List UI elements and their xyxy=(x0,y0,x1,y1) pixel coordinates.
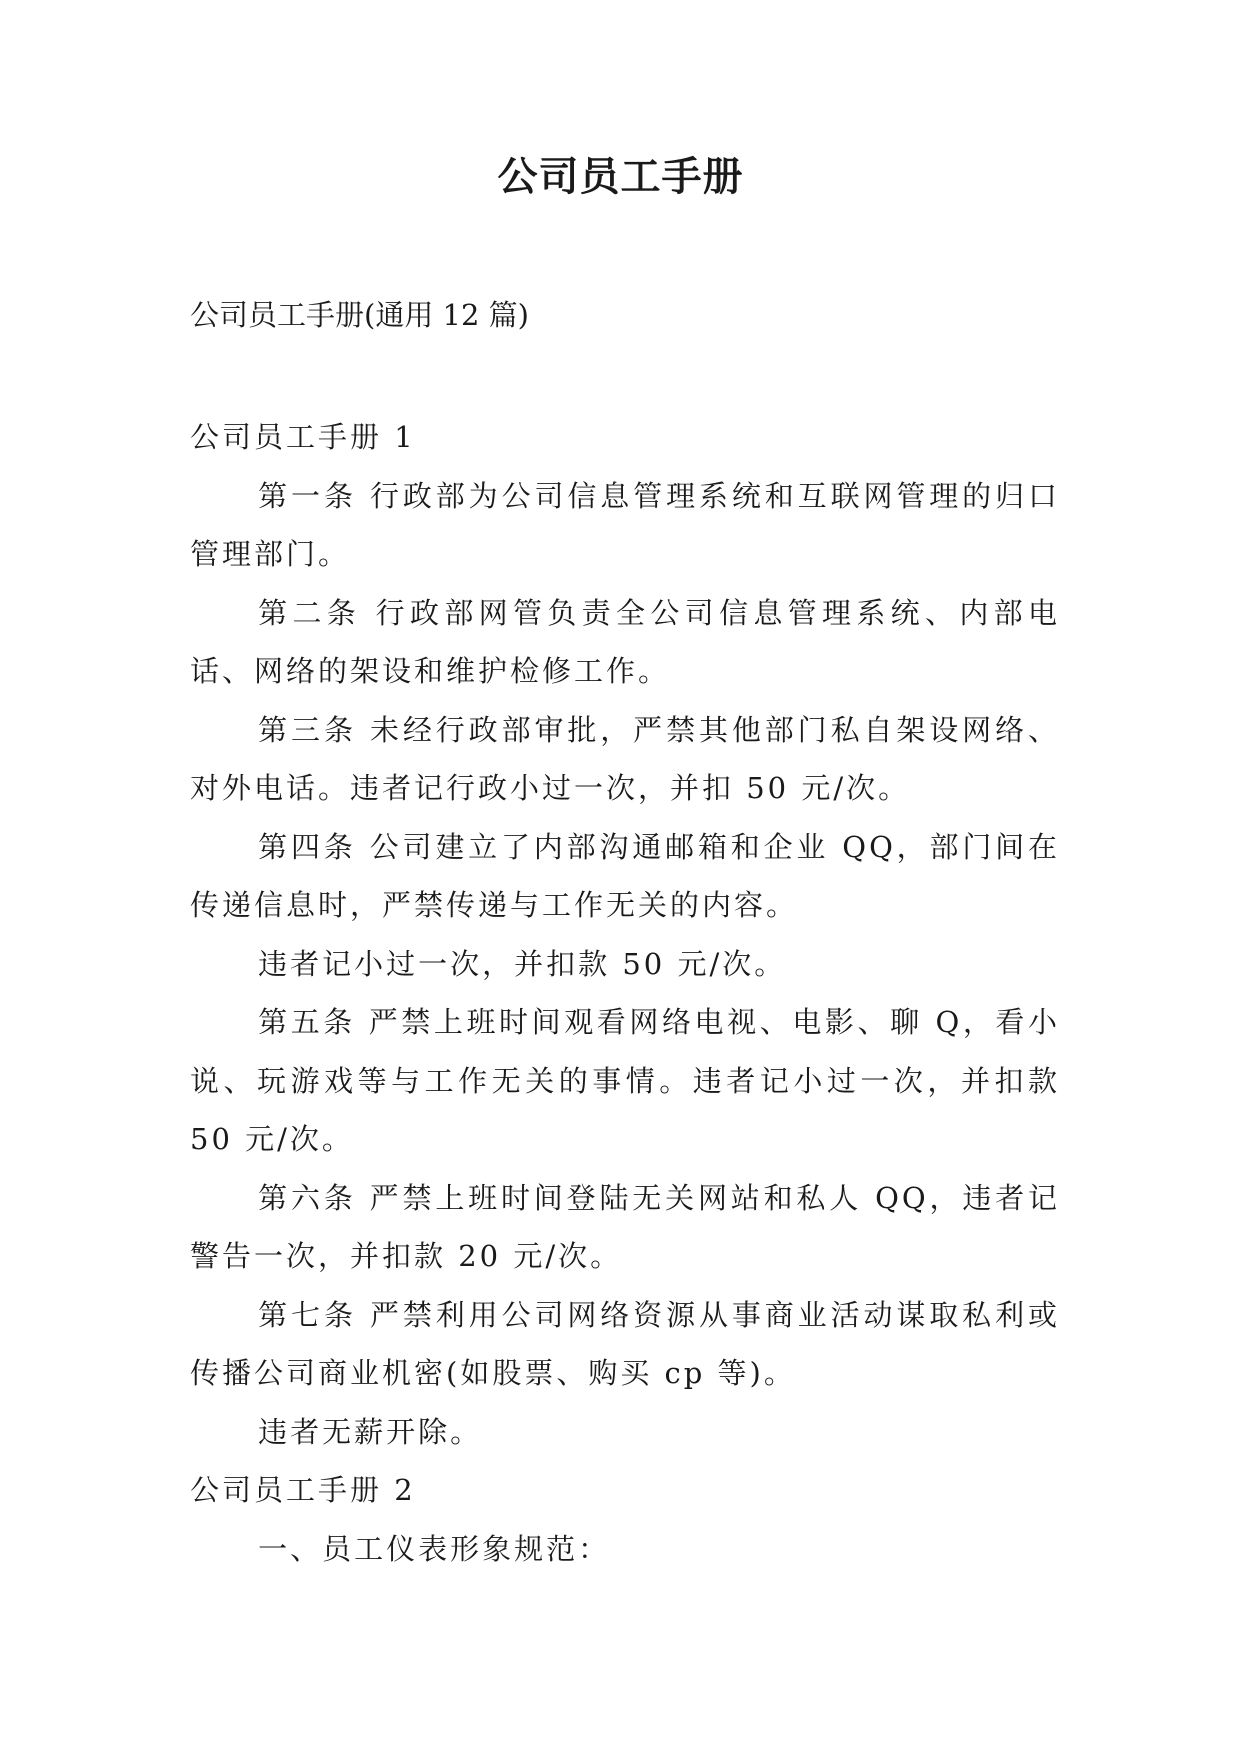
section-heading: 公司员工手册 2 xyxy=(190,1473,416,1507)
article-paragraph: 违者记小过一次，并扣款 50 元/次。 xyxy=(258,946,787,981)
article-paragraph: 第一条 行政部为公司信息管理系统和互联网管理的归口管理部门。 xyxy=(190,478,1060,571)
article-paragraph: 第四条 公司建立了内部沟通邮箱和企业 QQ，部门间在传递信息时，严禁传递与工作无关的内容。 xyxy=(190,829,1060,922)
section-heading: 公司员工手册 1 xyxy=(190,420,416,454)
document-body xyxy=(190,408,1060,1578)
article-paragraph: 第七条 严禁利用公司网络资源从事商业活动谋取私利或传播公司商业机密(如股票、购买 cp 等)。 xyxy=(190,1297,1060,1390)
article-paragraph: 第六条 严禁上班时间登陆无关网站和私人 QQ，违者记警告一次，并扣款 20 元/次。 xyxy=(190,1180,1060,1273)
article-paragraph: 违者无薪开除。 xyxy=(258,1414,483,1449)
document-subtitle: 公司员工手册(通用 12 篇) xyxy=(190,298,529,332)
article-paragraph: 第三条 未经行政部审批，严禁其他部门私自架设网络、对外电话。违者记行政小过一次，并扣 50 元/次。 xyxy=(190,712,1060,805)
article-paragraph: 第二条 行政部网管负责全公司信息管理系统、内部电话、网络的架设和维护检修工作。 xyxy=(190,595,1060,688)
document-title: 公司员工手册 xyxy=(497,154,744,200)
article-paragraph: 第五条 严禁上班时间观看网络电视、电影、聊 Q，看小说、玩游戏等与工作无关的事情。违者记小过一次，并扣款 50 元/次。 xyxy=(190,1005,1060,1156)
article-paragraph: 一、员工仪表形象规范： xyxy=(258,1531,611,1566)
